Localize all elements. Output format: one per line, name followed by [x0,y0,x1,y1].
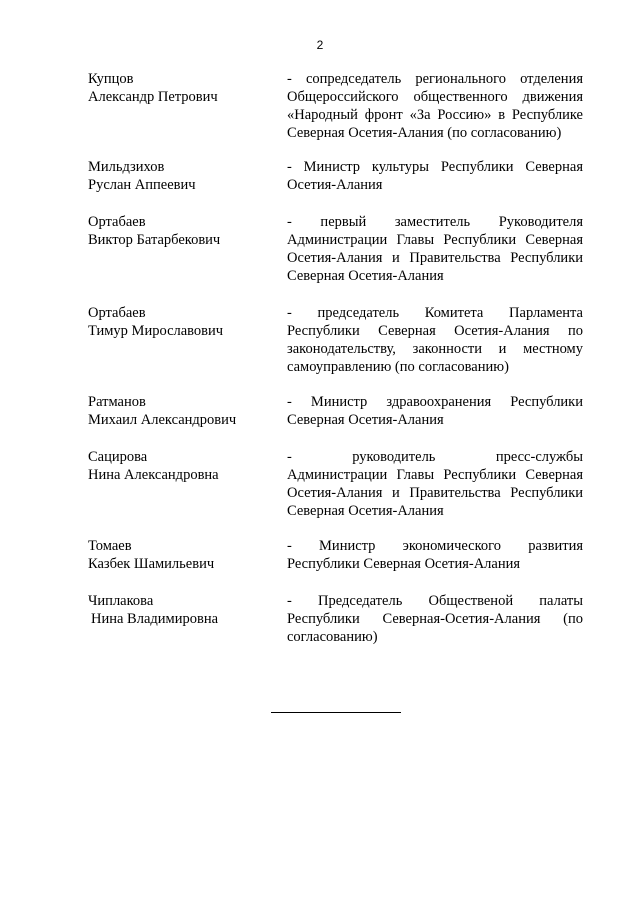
position-line: - руководитель пресс-службы [287,449,583,465]
position-line: Северная Осетия-Алания (по согласованию) [287,125,562,141]
position-line: Осетия-Алания и Правительства Республики [287,250,583,266]
member-position [287,393,583,429]
position-line: Северная Осетия-Алания [287,412,444,428]
position-line: Осетия-Алания [287,177,383,193]
position-line: законодательству, законности и местному [287,341,583,357]
member-position [287,213,583,285]
member-position [287,158,583,194]
position-line: «Народный фронт «За Россию» в Республике [287,107,583,123]
position-line: - сопредседатель регионального отделения [287,71,583,87]
position-line: Общероссийского общественного движения [287,89,583,105]
member-name [88,213,268,249]
member-surname: Сацирова [88,449,148,465]
member-surname: Чиплакова [88,593,154,609]
member-surname: Мильдзихов [88,159,165,175]
member-surname: Ортабаев [88,214,146,230]
position-line: - председатель Комитета Парламента [287,305,583,321]
member-given-names: Нина Владимировна [91,611,219,627]
member-surname: Купцов [88,71,134,87]
position-line: - Министр здравоохранения Республики [287,394,583,410]
member-name [88,70,268,106]
end-of-list-rule [271,712,401,713]
member-given-names: Виктор Батарбекович [88,232,221,248]
member-position [287,448,583,520]
position-line: Республики Северная Осетия-Алания [287,556,521,572]
member-given-names: Михаил Александрович [88,412,237,428]
member-given-names: Нина Александровна [88,467,219,483]
position-line: - Министр экономического развития [287,538,583,554]
position-line: - Председатель Общественой палаты [287,593,583,609]
member-surname: Томаев [88,538,132,554]
position-line: самоуправлению (по согласованию) [287,359,509,375]
member-surname: Ратманов [88,394,146,410]
position-line: Республики Северная Осетия-Алания по [287,323,583,339]
member-surname: Ортабаев [88,305,146,321]
member-position [287,304,583,376]
member-position [287,592,583,646]
member-name [88,304,268,340]
position-line: Администрации Главы Республики Северная [287,467,583,483]
position-line: Северная Осетия-Алания [287,503,444,519]
member-name [88,592,268,628]
position-line: - первый заместитель Руководителя [287,214,583,230]
member-given-names: Руслан Аппеевич [88,177,196,193]
member-given-names: Казбек Шамильевич [88,556,215,572]
position-line: согласованию) [287,629,378,645]
member-position [287,70,583,142]
page-number: 2 [316,38,324,52]
position-line: Администрации Главы Республики Северная [287,232,583,248]
member-name [88,537,268,573]
position-line: Республики Северная-Осетия-Алания (по [287,611,583,627]
member-name [88,158,268,194]
member-position [287,537,583,573]
position-line: - Министр культуры Республики Северная [287,159,583,175]
member-given-names: Александр Петрович [88,89,218,105]
member-name [88,448,268,484]
position-line: Осетия-Алания и Правительства Республики [287,485,583,501]
member-given-names: Тимур Мирославович [88,323,224,339]
member-name [88,393,268,429]
position-line: Северная Осетия-Алания [287,268,444,284]
